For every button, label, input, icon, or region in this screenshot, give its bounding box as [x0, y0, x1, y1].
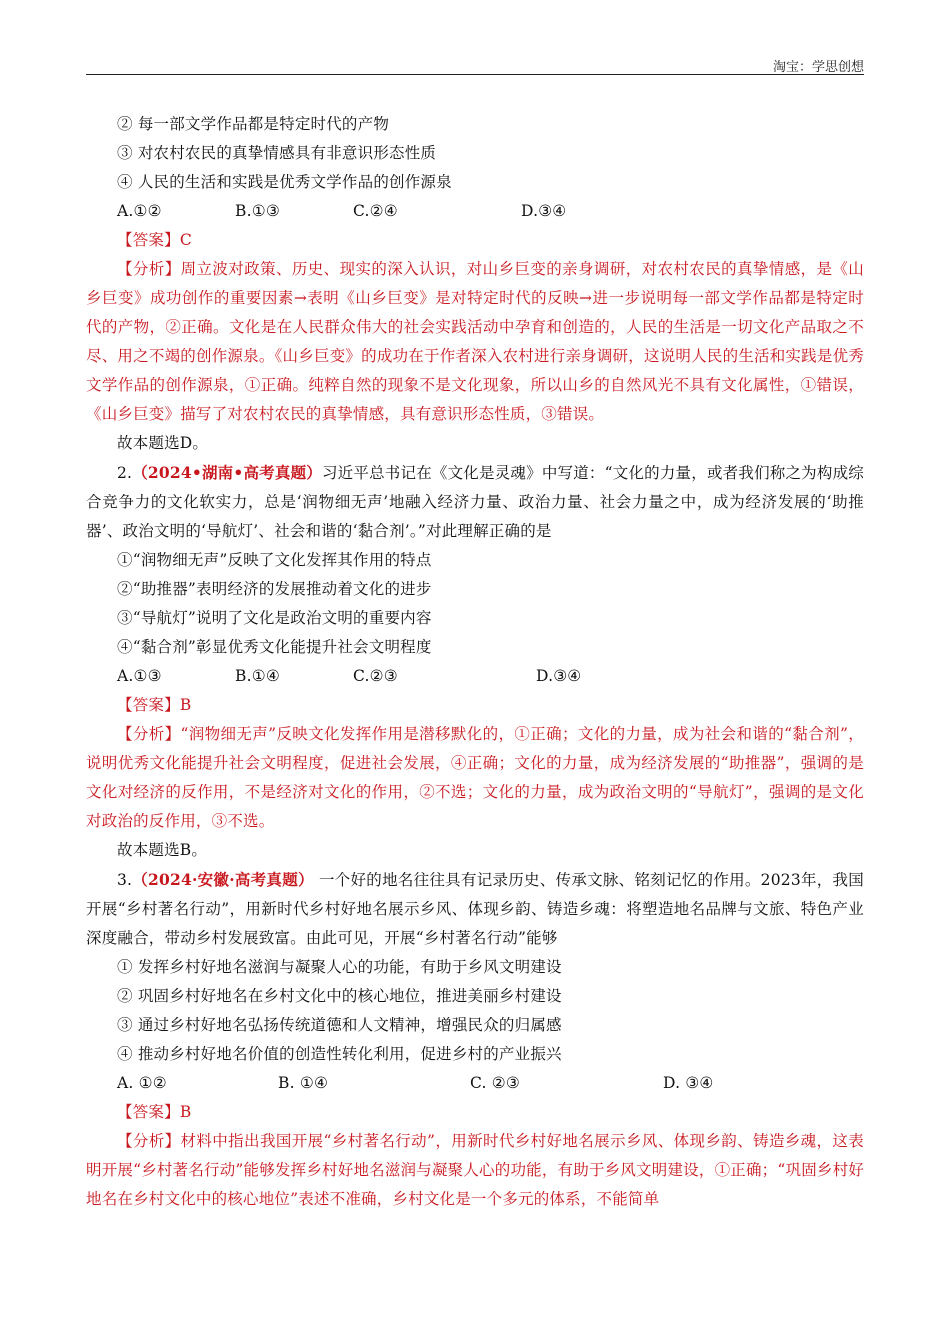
q2-option-d: D.③④	[536, 667, 582, 685]
q1-statement: ④ 人民的生活和实践是优秀文学作品的创作源泉	[117, 173, 452, 191]
answer-value: C	[179, 231, 192, 249]
analysis-label: 【分析】	[117, 260, 181, 278]
q3-source: （2024·安徽·高考真题）	[132, 870, 314, 889]
q1-option-b: B.①③	[235, 202, 280, 220]
q1-analysis	[86, 255, 864, 429]
q3-statement: ② 巩固乡村好地名在乡村文化中的核心地位，推进美丽乡村建设	[117, 987, 562, 1005]
q3-answer	[86, 1098, 864, 1127]
q2-analysis	[86, 720, 864, 836]
answer-value: B	[179, 1103, 192, 1121]
q3-statement: ③ 通过乡村好地名弘扬传统道德和人文精神，增强民众的归属感	[117, 1016, 562, 1034]
q2-statement: ②“助推器”表明经济的发展推动着文化的进步	[117, 580, 432, 598]
page-header	[86, 52, 864, 75]
q2-conclusion: 故本题选B。	[117, 841, 208, 859]
q2-statement: ④“黏合剂”彰显优秀文化能提升社会文明程度	[117, 638, 432, 656]
q2-option-c: C.②③	[353, 667, 398, 685]
header-text: 淘宝：学思创想	[772, 60, 864, 75]
analysis-label: 【分析】	[117, 725, 181, 743]
q2-statement: ①“润物细无声”反映了文化发挥其作用的特点	[117, 551, 432, 569]
q3-statement: ④ 推动乡村好地名价值的创造性转化利用，促进乡村的产业振兴	[117, 1045, 562, 1063]
answer-label: 【答案】	[117, 696, 180, 714]
analysis-label: 【分析】	[117, 1132, 181, 1150]
q3-number: 3.	[117, 871, 133, 889]
q1-options	[86, 197, 864, 226]
analysis-text: 材料中指出我国开展“乡村著名行动”，用新时代乡村好地名展示乡风、体现乡韵、铸造乡魂，这表明开展“乡村著名行动”能够发挥乡村好地名滋润与凝聚人心的功能，有助于乡风文明建设，①正确；“巩固乡村好地名在乡村文化中的核心地位”表述不准确，乡村文化是一个多元的体系，不能简单	[86, 1132, 864, 1208]
q3-stem	[86, 865, 864, 953]
q3-option-a: A. ①②	[117, 1074, 167, 1092]
q3-options	[86, 1069, 864, 1098]
q2-number: 2.	[117, 464, 133, 482]
q2-stem	[86, 458, 864, 546]
q1-option-d: D.③④	[521, 202, 567, 220]
analysis-text: “润物细无声”反映文化发挥作用是潜移默化的，①正确；文化的力量，成为社会和谐的“黏合剂”，说明优秀文化能提升社会文明程度，促进社会发展，④正确；文化的力量，成为经济发展的“助推器”，强调的是文化对经济的反作用，不是经济对文化的作用，②不选；文化的力量，成为政治文明的“导航灯”，强调的是文化对政治的反作用，③不选。	[86, 725, 864, 830]
q2-option-b: B.①④	[235, 667, 280, 685]
q2-options	[86, 662, 864, 691]
answer-label: 【答案】	[117, 1103, 180, 1121]
q1-statement: ② 每一部文学作品都是特定时代的产物	[117, 115, 390, 133]
q3-statement: ① 发挥乡村好地名滋润与凝聚人心的功能，有助于乡风文明建设	[117, 958, 562, 976]
document-body	[86, 110, 864, 1214]
q3-option-c: C. ②③	[470, 1074, 520, 1092]
q2-statement: ③“导航灯”说明了文化是政治文明的重要内容	[117, 609, 432, 627]
answer-value: B	[179, 696, 192, 714]
analysis-text: 周立波对政策、历史、现实的深入认识，对山乡巨变的亲身调研，对农村农民的真挚情感，是《山乡巨变》成功创作的重要因素→表明《山乡巨变》是对特定时代的反映→进一步说明每一部文学作品都是特定时代的产物，②正确。文化是在人民群众伟大的社会实践活动中孕育和创造的，人民的生活是一切文化产品取之不尽、用之不竭的创作源泉。《山乡巨变》的成功在于作者深入农村进行亲身调研，这说明人民的生活和实践是优秀文学作品的创作源泉，①正确。纯粹自然的现象不是文化现象，所以山乡的自然风光不具有文化属性，①错误，《山乡巨变》描写了对农村农民的真挚情感，具有意识形态性质，③错误。	[86, 260, 864, 423]
q1-conclusion: 故本题选D。	[117, 434, 209, 452]
q3-option-b: B. ①④	[278, 1074, 329, 1092]
q1-answer	[86, 226, 864, 255]
q3-analysis	[86, 1127, 864, 1214]
answer-label: 【答案】	[117, 231, 180, 249]
q3-stem-text: 一个好的地名往往具有记录历史、传承文脉、铭刻记忆的作用。2023年，我国开展“乡村著名行动”，用新时代乡村好地名展示乡风、体现乡韵、铸造乡魂：将塑造地名品牌与文旅、特色产业深度融合，带动乡村发展致富。由此可见，开展“乡村著名行动”能够	[86, 871, 865, 947]
q1-option-a: A.①②	[117, 202, 162, 220]
q2-answer	[86, 691, 864, 720]
q1-statement: ③ 对农村农民的真挚情感具有非意识形态性质	[117, 144, 437, 162]
q2-source: （2024•湖南•高考真题）	[132, 463, 322, 482]
q2-stem-text: 习近平总书记在《文化是灵魂》中写道：“文化的力量，或者我们称之为构成综合竞争力的文化软实力，总是‘润物细无声’地融入经济力量、政治力量、社会力量之中，成为经济发展的‘助推器’、政治文明的‘导航灯’、社会和谐的‘黏合剂’。”对此理解正确的是	[86, 464, 864, 540]
q3-option-d: D. ③④	[663, 1074, 714, 1092]
q2-option-a: A.①③	[117, 667, 162, 685]
q1-option-c: C.②④	[353, 202, 398, 220]
